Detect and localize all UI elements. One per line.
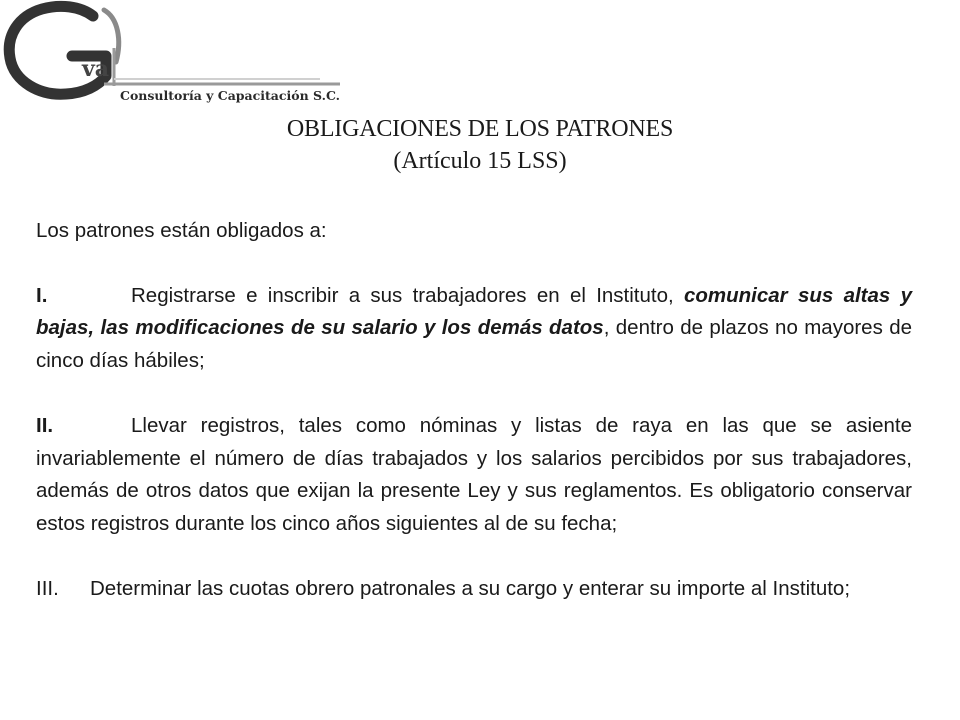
item-number: I. — [36, 283, 48, 307]
page-title — [0, 113, 960, 177]
item-text: Determinar las cuotas obrero patronales a su cargo y enterar su importe al Instituto; — [90, 576, 851, 600]
logo-letters: va — [82, 56, 110, 82]
list-item — [36, 410, 912, 541]
list-item — [36, 573, 912, 606]
intro-text: Los patrones están obligados a: — [36, 219, 327, 242]
title-subtitle: (Artículo 15 LSS) — [393, 148, 567, 174]
list-item — [36, 280, 912, 378]
item-number: III. — [36, 576, 59, 600]
item-emphasis: comunicar sus altas y bajas, las modificaciones de su salario y los demás datos — [36, 283, 912, 340]
item-text: Registrarse e inscribir a sus trabajadores en el Instituto, — [131, 283, 684, 307]
item-number: II. — [36, 413, 54, 437]
logo-tagline: Consultoría y Capacitación S.C. — [120, 88, 341, 103]
obligations-text — [36, 215, 912, 637]
item-text: Llevar registros, tales como nóminas y listas de raya en las que se asiente invariablemente el número de días trabajados y los salarios percibidos por sus trabajadores, además de otros datos que exijan la presente Ley y sus reglamentos. Es obligatorio conservar estos registros durante los cinco años siguientes al de su fecha; — [36, 413, 912, 535]
item-text: , dentro de plazos no mayores de cinco días hábiles; — [36, 316, 912, 373]
company-logo — [0, 0, 360, 112]
title-main: OBLIGACIONES DE LOS PATRONES — [286, 116, 674, 142]
